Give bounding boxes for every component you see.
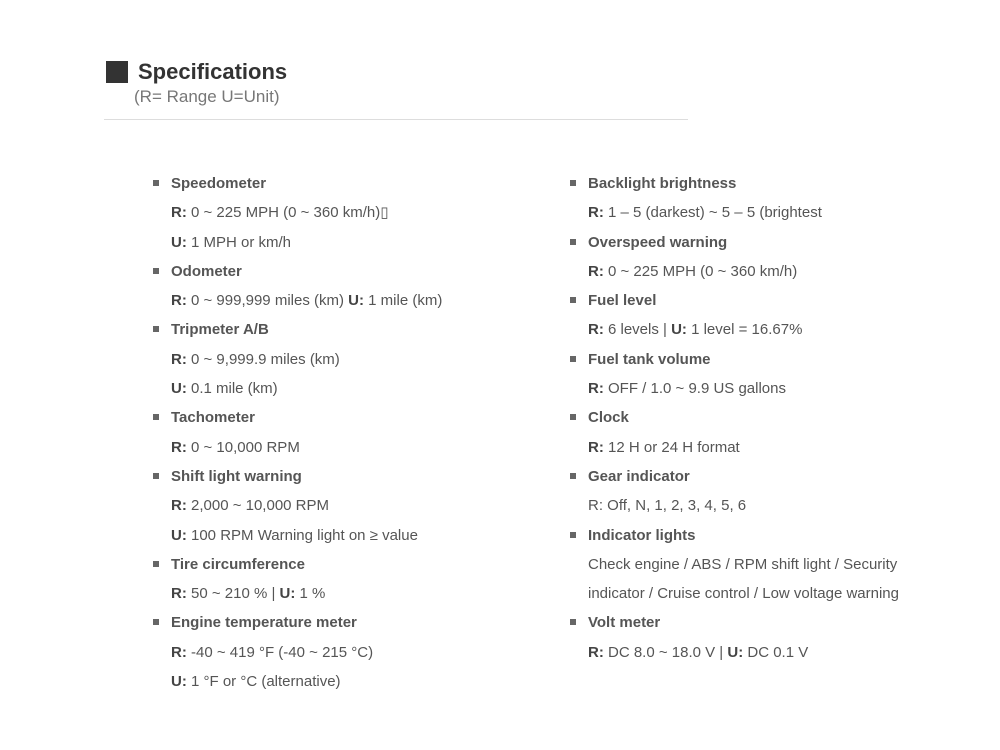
spec-value-label: U:	[171, 233, 187, 251]
spec-value-label: U:	[727, 643, 744, 661]
square-bullet-icon	[570, 532, 576, 538]
spec-value-text: 0 ~ 225 MPH (0 ~ 360 km/h)	[603, 262, 798, 280]
spec-value-text: 1 °F or °C (alternative)	[186, 673, 341, 691]
spec-value-label: R:	[171, 585, 187, 603]
spec-name: Tripmeter A/B	[171, 321, 269, 339]
spec-value-text: 2,000 ~ 10,000 RPM	[186, 497, 330, 515]
square-bullet-icon	[106, 61, 128, 83]
spec-value-label: R:	[171, 438, 187, 456]
spec-value-text: 6 levels |	[603, 321, 672, 339]
spec-value-line	[171, 521, 550, 550]
spec-value-text: 0.1 mile (km)	[186, 380, 278, 398]
square-bullet-icon	[570, 414, 576, 420]
spec-item	[567, 228, 927, 287]
spec-value-label: R:	[588, 643, 604, 661]
spec-value-text: 1 – 5 (darkest) ~ 5 – 5 (brightest	[603, 204, 822, 222]
specifications-header	[106, 58, 287, 108]
spec-value-line	[588, 257, 927, 286]
spec-item	[567, 169, 927, 228]
spec-value-line	[171, 667, 550, 696]
square-bullet-icon	[570, 297, 576, 303]
spec-value-line	[588, 491, 927, 520]
spec-name: Volt meter	[588, 614, 661, 632]
spec-name: Engine temperature meter	[171, 614, 357, 632]
spec-value-line	[171, 491, 550, 520]
spec-item	[150, 403, 550, 462]
spec-name: Tire circumference	[171, 555, 305, 573]
spec-value-label: R:	[588, 438, 604, 456]
spec-list-left	[150, 169, 550, 696]
spec-value-text: DC 0.1 V	[743, 643, 809, 661]
title-row	[106, 58, 287, 86]
spec-name: Indicator lights	[588, 526, 696, 544]
spec-value-line	[171, 638, 550, 667]
spec-item	[567, 462, 927, 521]
square-bullet-icon	[153, 326, 159, 332]
spec-value-label: R:	[171, 204, 187, 222]
spec-value-line	[171, 433, 550, 462]
spec-item	[150, 550, 550, 609]
square-bullet-icon	[570, 239, 576, 245]
spec-item	[567, 345, 927, 404]
spec-value-label: U:	[171, 380, 187, 398]
spec-value-text: 12 H or 24 H format	[603, 438, 740, 456]
spec-value-label: R:	[588, 204, 604, 222]
spec-value-text: -40 ~ 419 °F (-40 ~ 215 °C)	[186, 643, 374, 661]
spec-value-line	[588, 433, 927, 462]
spec-name: Fuel level	[588, 292, 657, 310]
spec-list-right	[567, 169, 927, 667]
spec-value-label: U:	[279, 585, 296, 603]
spec-item	[150, 608, 550, 696]
square-bullet-icon	[153, 268, 159, 274]
spec-value-label: R:	[588, 262, 604, 280]
spec-value-text: 1 mile (km)	[363, 292, 443, 310]
page-subtitle: (R= Range U=Unit)	[134, 87, 280, 106]
spec-item	[150, 462, 550, 550]
spec-value-text: Check engine / ABS / RPM shift light / Security indicator / Cruise control / Low voltage warning	[588, 555, 899, 603]
header-divider	[104, 119, 688, 120]
spec-value-text: OFF / 1.0 ~ 9.9 US gallons	[603, 380, 786, 398]
square-bullet-icon	[153, 619, 159, 625]
spec-value-text: 50 ~ 210 % |	[186, 585, 280, 603]
spec-value-text: 0 ~ 10,000 RPM	[186, 438, 300, 456]
spec-value-line	[588, 374, 927, 403]
spec-value-text: 0 ~ 225 MPH (0 ~ 360 km/h)▯	[186, 204, 389, 222]
spec-value-text: 0 ~ 9,999.9 miles (km)	[186, 350, 340, 368]
square-bullet-icon	[570, 180, 576, 186]
spec-value-label: R:	[588, 321, 604, 339]
spec-value-line	[171, 198, 550, 227]
square-bullet-icon	[153, 414, 159, 420]
spec-name: Clock	[588, 409, 629, 427]
spec-value-text: 1 level = 16.67%	[686, 321, 803, 339]
spec-item	[150, 315, 550, 403]
spec-name: Gear indicator	[588, 467, 690, 485]
spec-value-label: R:	[171, 350, 187, 368]
spec-value-line	[171, 579, 550, 608]
spec-value-line	[588, 638, 927, 667]
spec-value-text: 0 ~ 999,999 miles (km)	[186, 292, 349, 310]
spec-value-label: R:	[171, 497, 187, 515]
spec-value-text: 1 %	[295, 585, 326, 603]
spec-value-line	[588, 198, 927, 227]
spec-name: Tachometer	[171, 409, 255, 427]
spec-value-label: U:	[671, 321, 687, 339]
spec-value-label: U:	[171, 526, 187, 544]
spec-name: Odometer	[171, 262, 242, 280]
square-bullet-icon	[153, 561, 159, 567]
spec-value-label: R:	[588, 380, 604, 398]
spec-item	[150, 257, 550, 316]
spec-value-label: U:	[348, 292, 364, 310]
spec-value-label: U:	[171, 673, 187, 691]
spec-value-text: DC 8.0 ~ 18.0 V |	[603, 643, 728, 661]
spec-item	[567, 286, 927, 345]
spec-item	[567, 403, 927, 462]
square-bullet-icon	[153, 180, 159, 186]
spec-value-label: R:	[171, 292, 187, 310]
spec-name: Overspeed warning	[588, 233, 728, 251]
square-bullet-icon	[570, 473, 576, 479]
spec-name: Speedometer	[171, 175, 267, 192]
square-bullet-icon	[570, 356, 576, 362]
spec-name: Backlight brightness	[588, 175, 737, 192]
spec-value-line	[171, 345, 550, 374]
spec-item	[567, 521, 927, 609]
spec-value-text: 1 MPH or km/h	[186, 233, 292, 251]
spec-value-line	[171, 286, 550, 315]
spec-value-text: 100 RPM Warning light on ≥ value	[186, 526, 418, 544]
spec-item	[150, 169, 550, 257]
spec-item	[567, 608, 927, 667]
spec-value-label: R:	[171, 643, 187, 661]
spec-name: Fuel tank volume	[588, 350, 711, 368]
spec-value-text: R: Off, N, 1, 2, 3, 4, 5, 6	[588, 497, 747, 515]
spec-value-line	[588, 315, 927, 344]
square-bullet-icon	[570, 619, 576, 625]
square-bullet-icon	[153, 473, 159, 479]
spec-value-line	[171, 374, 550, 403]
spec-name: Shift light warning	[171, 467, 302, 485]
page-title: Specifications	[138, 59, 288, 84]
spec-value-line	[171, 228, 550, 257]
